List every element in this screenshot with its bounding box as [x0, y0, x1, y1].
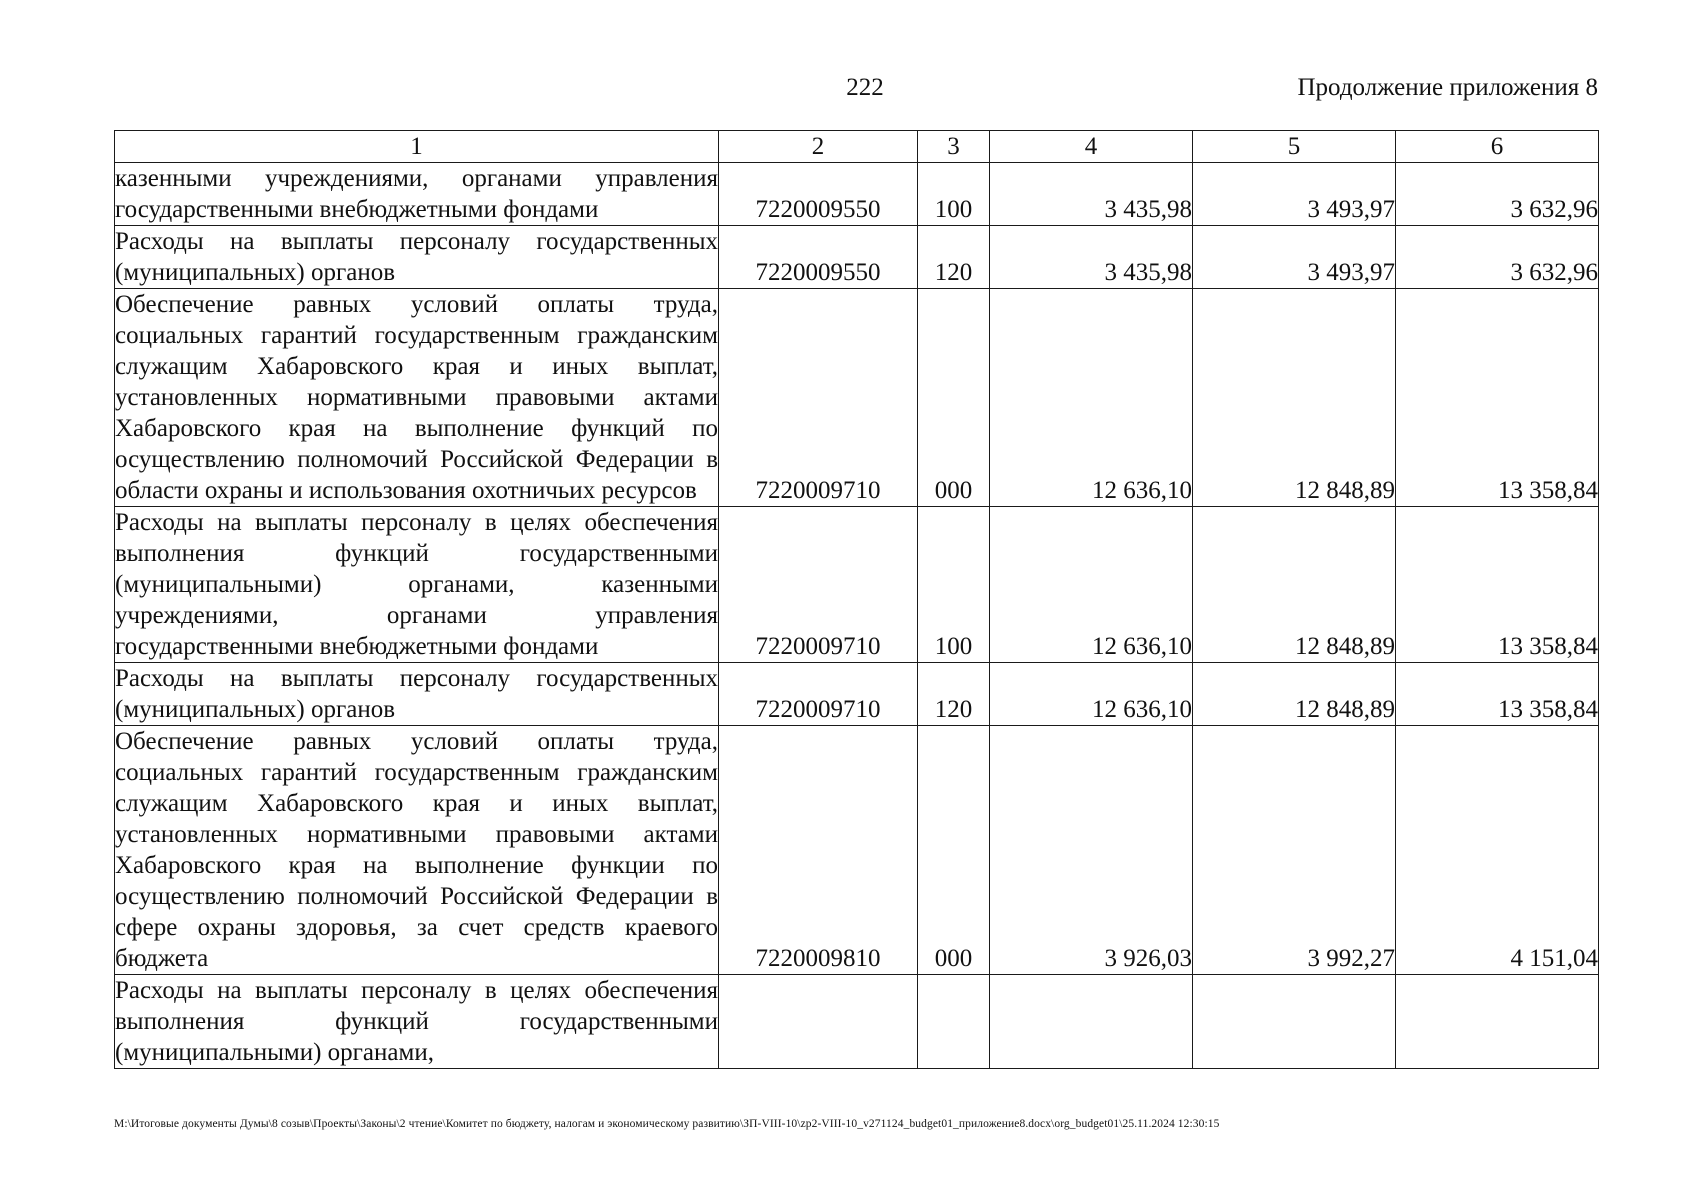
amount-col-5: 3 493,97 [1193, 226, 1396, 289]
table-row [115, 226, 1599, 289]
appendix-title: Продолжение приложения 8 [1297, 74, 1598, 101]
expense-type-code: 120 [918, 663, 990, 726]
table-row [115, 663, 1599, 726]
row-description: Расходы на выплаты персоналу государственных (муниципальных) органов [115, 226, 719, 289]
column-header: 2 [719, 131, 918, 163]
target-article-code: 7220009710 [719, 289, 918, 507]
amount-col-4: 12 636,10 [990, 289, 1193, 507]
amount-col-6 [1396, 975, 1599, 1069]
expense-type-code [918, 975, 990, 1069]
table-row [115, 289, 1599, 507]
target-article-code: 7220009710 [719, 507, 918, 663]
amount-col-6: 3 632,96 [1396, 226, 1599, 289]
target-article-code: 7220009550 [719, 226, 918, 289]
amount-col-4: 3 926,03 [990, 726, 1193, 975]
amount-col-4 [990, 975, 1193, 1069]
column-header: 4 [990, 131, 1193, 163]
row-description: Расходы на выплаты персоналу в целях обеспечения выполнения функций государственными (муниципальными) органами, [115, 975, 719, 1069]
page-number: 222 [846, 74, 884, 101]
target-article-code: 7220009550 [719, 163, 918, 226]
column-header: 5 [1193, 131, 1396, 163]
amount-col-6: 13 358,84 [1396, 289, 1599, 507]
amount-col-4: 12 636,10 [990, 663, 1193, 726]
amount-col-5: 3 992,27 [1193, 726, 1396, 975]
table-row [115, 975, 1599, 1069]
column-header: 3 [918, 131, 990, 163]
row-description: Расходы на выплаты персоналу в целях обеспечения выполнения функций государственными (муниципальными) органами, казенными учреждениями, органами управления государственными внебюджетными фондами [115, 507, 719, 663]
row-description: казенными учреждениями, органами управления государственными внебюджетными фондами [115, 163, 719, 226]
row-description: Расходы на выплаты персоналу государственных (муниципальных) органов [115, 663, 719, 726]
document-path-footer: M:\Итоговые документы Думы\8 созыв\Проекты\Законы\2 чтение\Комитет по бюджету, налогам и экономическому развитию\ЗП-VIII-10\zp2-VIII-10_v271124_budget01_приложение8.docx\org_budget01\25.11.2024 12:30:15 [114, 1118, 1220, 1130]
expense-type-code: 100 [918, 507, 990, 663]
amount-col-5: 12 848,89 [1193, 289, 1396, 507]
row-description: Обеспечение равных условий оплаты труда, социальных гарантий государственным гражданским служащим Хабаровского края и иных выплат, установленных нормативными правовыми актами Хабаровского края на выполнение функции по осуществлению полномочий Российской Федерации в сфере охраны здоровья, за счет средств краевого бюджета [115, 726, 719, 975]
amount-col-4: 3 435,98 [990, 163, 1193, 226]
table-row [115, 726, 1599, 975]
table-header-row [115, 131, 1599, 163]
amount-col-5: 3 493,97 [1193, 163, 1396, 226]
amount-col-5 [1193, 975, 1396, 1069]
amount-col-5: 12 848,89 [1193, 507, 1396, 663]
amount-col-6: 3 632,96 [1396, 163, 1599, 226]
amount-col-6: 4 151,04 [1396, 726, 1599, 975]
expense-type-code: 120 [918, 226, 990, 289]
column-header: 1 [115, 131, 719, 163]
amount-col-6: 13 358,84 [1396, 663, 1599, 726]
row-description: Обеспечение равных условий оплаты труда, социальных гарантий государственным гражданским служащим Хабаровского края и иных выплат, установленных нормативными правовыми актами Хабаровского края на выполнение функций по осуществлению полномочий Российской Федерации в области охраны и использования охотничьих ресурсов [115, 289, 719, 507]
amount-col-6: 13 358,84 [1396, 507, 1599, 663]
amount-col-4: 12 636,10 [990, 507, 1193, 663]
expense-type-code: 000 [918, 726, 990, 975]
amount-col-4: 3 435,98 [990, 226, 1193, 289]
expense-type-code: 100 [918, 163, 990, 226]
budget-table [114, 130, 1599, 1069]
target-article-code: 7220009710 [719, 663, 918, 726]
column-header: 6 [1396, 131, 1599, 163]
target-article-code [719, 975, 918, 1069]
table-row [115, 163, 1599, 226]
amount-col-5: 12 848,89 [1193, 663, 1396, 726]
table-row [115, 507, 1599, 663]
target-article-code: 7220009810 [719, 726, 918, 975]
expense-type-code: 000 [918, 289, 990, 507]
